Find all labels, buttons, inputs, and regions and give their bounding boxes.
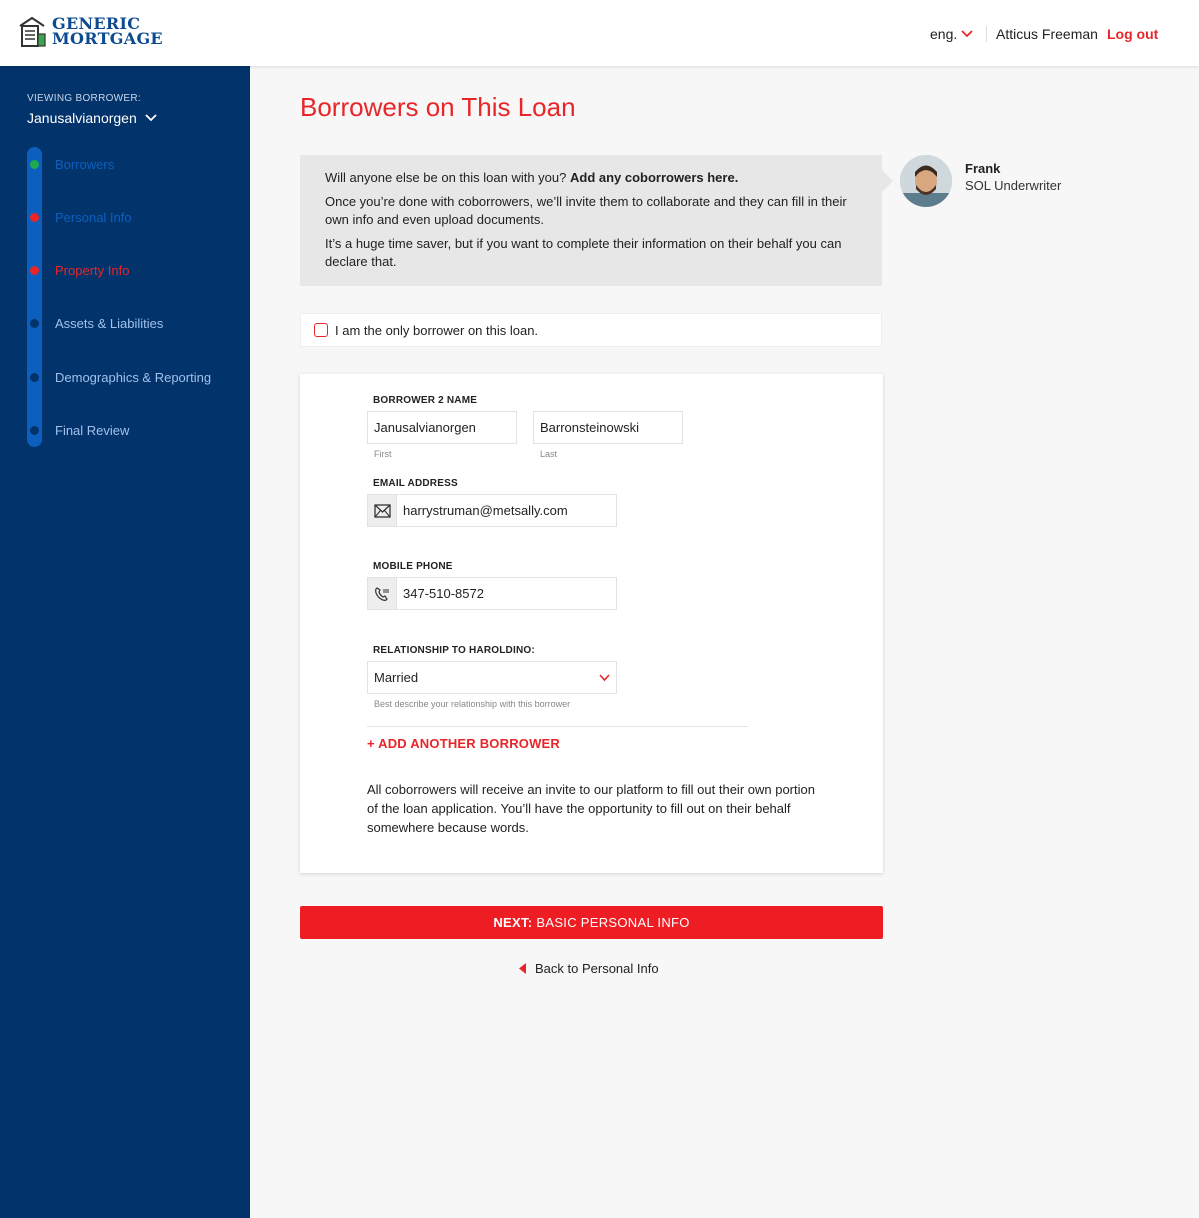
avatar (900, 155, 952, 207)
sidebar-step-assets-liabilities[interactable] (30, 316, 163, 331)
relationship-help: Best describe your relationship with this borrower (374, 699, 571, 709)
sidebar-step-personal-info[interactable] (30, 210, 132, 225)
relationship-label: RELATIONSHIP TO HAROLDINO: (373, 645, 535, 656)
info-paragraph-1 (325, 169, 857, 187)
phone-addon (368, 578, 397, 609)
step-label: Property Info (55, 263, 130, 278)
phone-icon (374, 587, 391, 601)
first-name-input[interactable] (367, 411, 517, 444)
mobile-phone-field[interactable] (367, 577, 617, 610)
info-emphasis: Add any coborrowers here. (569, 170, 739, 185)
email-label: EMAIL ADDRESS (373, 478, 458, 489)
step-status-dot (30, 373, 39, 382)
email-addon (368, 495, 397, 526)
sidebar-step-demographics-reporting[interactable] (30, 370, 211, 385)
info-paragraph-2: Once you’re done with coborrowers, we’ll invite them to collaborate and they can fill in their own info and even upload documents. (325, 194, 847, 227)
brand-line2: MORTGAGE (52, 29, 163, 48)
speech-bubble-pointer (882, 170, 893, 192)
user-name: Atticus Freeman (996, 26, 1098, 42)
next-button[interactable] (300, 906, 883, 939)
page-title: Borrowers on This Loan (300, 92, 576, 122)
viewing-borrower-label: VIEWING BORROWER: (27, 93, 141, 104)
borrower-name-label: BORROWER 2 NAME (373, 395, 478, 406)
sidebar (0, 66, 250, 1218)
form-divider (367, 726, 748, 727)
top-header (0, 0, 1199, 66)
brand-logo[interactable] (18, 14, 163, 48)
back-link-label: Back to Personal Info (535, 961, 659, 976)
email-field[interactable] (367, 494, 617, 527)
advisor-name: Frank (965, 161, 1001, 176)
step-status-dot (30, 319, 39, 328)
advisor-role: SOL Underwriter (965, 178, 1062, 193)
progress-track (27, 147, 42, 447)
back-link[interactable] (519, 961, 659, 976)
last-name-input[interactable] (533, 411, 683, 444)
step-label: Demographics & Reporting (55, 370, 212, 385)
sidebar-step-final-review[interactable] (30, 423, 129, 438)
coborrower-note: All coborrowers will receive an invite to our platform to fill out their own portion of the loan application. You’ll have the opportunity to fill out on their behalf somewhere because words. (367, 782, 815, 835)
borrower-form-card (300, 374, 883, 873)
sidebar-step-property-info[interactable] (30, 263, 129, 278)
last-name-value: Barronsteinowski (540, 420, 639, 435)
viewing-borrower-name: Janusalvianorgen (27, 110, 137, 126)
email-value: harrystruman@metsally.com (403, 503, 568, 518)
relationship-value: Married (374, 670, 419, 685)
phone-label: MOBILE PHONE (373, 561, 453, 572)
step-status-dot (30, 213, 39, 222)
add-another-borrower-button[interactable]: + ADD ANOTHER BORROWER (367, 736, 561, 751)
advisor-photo (900, 155, 952, 207)
step-status-dot (30, 266, 39, 275)
next-button-label: BASIC PERSONAL INFO (536, 915, 690, 930)
chevron-down-icon (599, 674, 610, 682)
header-divider (986, 26, 987, 42)
house-building-logo (18, 14, 48, 48)
sidebar-step-borrowers[interactable] (30, 157, 114, 172)
language-selector[interactable] (930, 26, 973, 42)
chevron-down-icon (961, 30, 973, 38)
step-status-dot (30, 426, 39, 435)
step-label: Personal Info (55, 210, 132, 225)
only-borrower-label: I am the only borrower on this loan. (335, 322, 539, 338)
first-name-sublabel: First (374, 449, 392, 459)
envelope-icon (374, 504, 391, 518)
step-label: Assets & Liabilities (55, 316, 164, 331)
info-message-box (300, 155, 882, 286)
step-label: Final Review (55, 423, 130, 438)
info-paragraph-3: It’s a huge time saver, but if you want to complete their information on their behalf you can declare that. (325, 236, 842, 269)
first-name-value: Janusalvianorgen (374, 420, 476, 435)
only-borrower-checkbox[interactable] (314, 323, 328, 337)
advisor-card (900, 155, 1061, 207)
language-label: eng. (930, 26, 958, 42)
logout-link[interactable]: Log out (1107, 26, 1159, 42)
caret-left-icon (519, 963, 526, 974)
relationship-select[interactable] (367, 661, 617, 694)
next-button-prefix: NEXT: (493, 915, 533, 930)
step-status-dot (30, 160, 39, 169)
step-label: Borrowers (55, 157, 115, 172)
viewing-borrower-selector[interactable] (27, 110, 157, 126)
last-name-sublabel: Last (540, 449, 558, 459)
brand-line1: GENERIC (52, 14, 141, 33)
phone-value: 347-510-8572 (403, 586, 484, 601)
chevron-down-icon (145, 114, 157, 122)
only-borrower-option[interactable] (300, 313, 882, 347)
info-question: Will anyone else be on this loan with you? (325, 170, 570, 185)
